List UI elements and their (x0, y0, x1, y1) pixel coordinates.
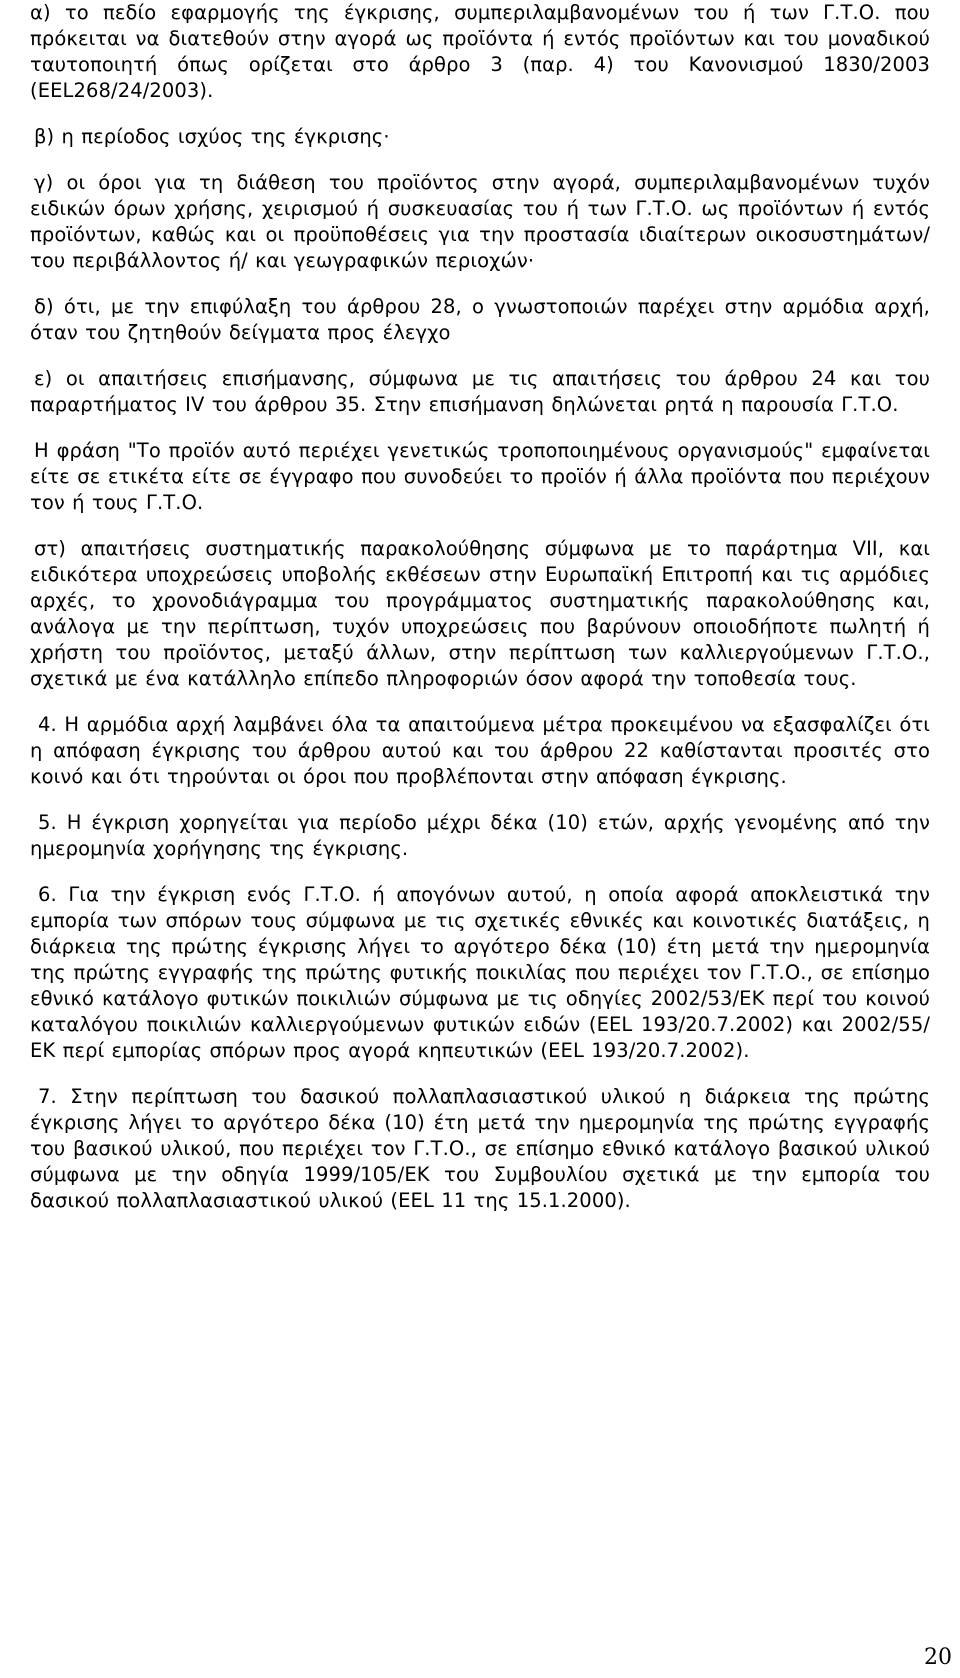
paragraph-4: 4. Η αρμόδια αρχή λαμβάνει όλα τα απαιτούμενα μέτρα προκειμένου να εξασφαλίζει ότι η απόφαση έγκρισης του άρθρου αυτού και του άρθρου 22 καθίστανται προσιτές στο κοινό και ότι τηρούνται οι όροι που προβλέπονται στην απόφαση έγκρισης. (30, 713, 930, 788)
paragraph-delta: δ) ότι, με την επιφύλαξη του άρθρου 28, ο γνωστοποιών παρέχει στην αρμόδια αρχή, όταν του ζητηθούν δείγματα προς έλεγχο (30, 295, 930, 344)
paragraph-epsilon: ε) οι απαιτήσεις επισήμανσης, σύμφωνα με τις απαιτήσεις του άρθρου 24 και του παραρτήματος IV του άρθρου 35. Στην επισήμανση δηλώνεται ρητά η παρουσία Γ.Τ.Ο. (30, 367, 930, 416)
paragraph-beta: β) η περίοδος ισχύος της έγκρισης· (34, 125, 390, 148)
paragraph-phrase: Η φράση "Το προϊόν αυτό περιέχει γενετικώς τροποποιημένους οργανισμούς" εμφαίνεται είτε σε ετικέτα είτε σε έγγραφο που συνοδεύει το προϊόν ή άλλα προϊόντα που περιέχουν τον ή τους Γ.Τ.Ο. (30, 439, 930, 514)
paragraph-st: στ) απαιτήσεις συστηματικής παρακολούθησης σύμφωνα με το παράρτημα VII, και ειδικότερα υποχρεώσεις υποβολής εκθέσεων στην Ευρωπαϊκή Επιτροπή και τις αρμόδιες αρχές, το χρονοδιάγραμμα του προγράμματος συστηματικής παρακολούθησης και, ανάλογα με την περίπτωση, τυχόν υποχρεώσεις που βαρύνουν οποιοδήποτε πωλητή ή χρήστη του προϊόντος, μεταξύ άλλων, στην περίπτωση των καλλιεργούμενων Γ.Τ.Ο., σχετικά με ένα κατάλληλο επίπεδο πληροφοριών όσον αφορά την τοποθεσία τους. (30, 537, 930, 690)
paragraph-alpha: α) το πεδίο εφαρμογής της έγκρισης, συμπεριλαμβανομένων του ή των Γ.Τ.Ο. που πρόκειται να διατεθούν στην αγορά ως προϊόντα ή εντός προϊόντων και του μοναδικού ταυτοποιητή όπως ορίζεται στο άρθρο 3 (παρ. 4) του Κανονισμού 1830/2003 (ΕΕL268/24/2003). (30, 1, 930, 102)
paragraph-5: 5. Η έγκριση χορηγείται για περίοδο μέχρι δέκα (10) ετών, αρχής γενομένης από την ημερομηνία χορήγησης της έγκρισης. (30, 811, 930, 860)
paragraph-6: 6. Για την έγκριση ενός Γ.Τ.Ο. ή απογόνων αυτού, η οποία αφορά αποκλειστικά την εμπορία των σπόρων τους σύμφωνα με τις σχετικές εθνικές και κοινοτικές διατάξεις, η διάρκεια της πρώτης έγκρισης λήγει το αργότερο δέκα (10) έτη μετά την ημερομηνία της πρώτης εγγραφής της πρώτης φυτικής ποικιλίας που περιέχει τον Γ.Τ.Ο., σε επίσημο εθνικό κατάλογο φυτικών ποικιλιών σύμφωνα με τις οδηγίες 2002/53/ΕΚ περί του κοινού καταλόγου ποικιλιών καλλιεργούμενων φυτικών ειδών (ΕΕL 193/20.7.2002) και 2002/55/ΕΚ περί εμπορίας σπόρων προς αγορά κηπευτικών (ΕΕL 193/20.7.2002). (30, 883, 930, 1062)
paragraph-gamma: γ) οι όροι για τη διάθεση του προϊόντος στην αγορά, συμπεριλαμβανομένων τυχόν ειδικών όρων χρήσης, χειρισμού ή συσκευασίας του ή των Γ.Τ.Ο. ως προϊόντων ή εντός προϊόντων, καθώς και οι προϋποθέσεις για την προστασία ιδιαίτερων οικοσυστημάτων/ του περιβάλλοντος ή/ και γεωγραφικών περιοχών· (30, 171, 930, 272)
document-page (30, 0, 930, 1234)
page-number: 20 (924, 1645, 952, 1670)
paragraph-7: 7. Στην περίπτωση του δασικού πολλαπλασιαστικού υλικού η διάρκεια της πρώτης έγκρισης λήγει το αργότερο δέκα (10) έτη μετά την ημερομηνία της πρώτης εγγραφής του βασικού υλικού, που περιέχει τον Γ.Τ.Ο., σε επίσημο εθνικό κατάλογο βασικού υλικού σύμφωνα με την οδηγία 1999/105/ΕΚ του Συμβουλίου σχετικά με την εμπορία του δασικού πολλαπλασιαστικού υλικού (ΕΕL 11 της 15.1.2000). (30, 1085, 930, 1212)
